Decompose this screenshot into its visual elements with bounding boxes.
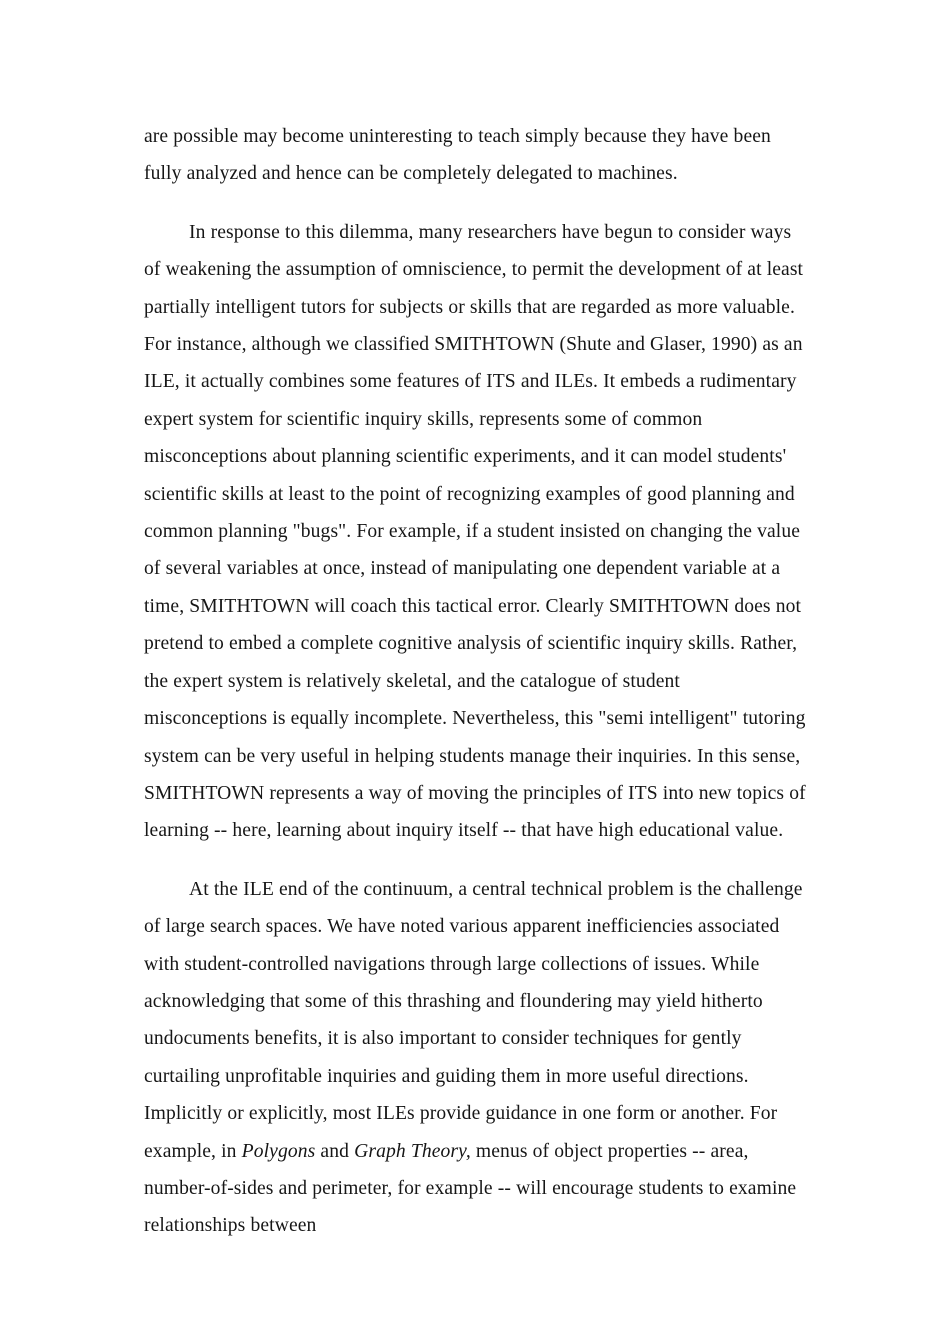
paragraph-smithtown: [144, 214, 808, 850]
body-text-column: [144, 118, 808, 1245]
text-run: and: [315, 1140, 355, 1162]
paragraph-continuation: [144, 118, 808, 193]
text-run: are possible may become uninteresting to teach simply because they have been fully analyzed and hence can be completely delegated to machines.: [144, 126, 771, 185]
text-run: In response to this dilemma, many researchers have begun to consider ways of weakening the assumption of omniscience, to permit the development of at least partially intelligent tutors for subjects or skills that are regarded as more valuable. For instance, although we classified SMITHTOWN (Shute and Glaser, 1990) as an ILE, it actually combines some features of ITS and ILEs. It embeds a rudimentary expert system for scientific inquiry skills, represents some of common misconceptions about planning scientific experiments, and it can model students' scientific skills at least to the point of recognizing examples of good planning and common planning "bugs". For example, if a student insisted on changing the value of several variables at once, instead of manipulating one dependent variable at a time, SMITHTOWN will coach this tactical error. Clearly SMITHTOWN does not pretend to embed a complete cognitive analysis of scientific inquiry skills. Rather, the expert system is relatively skeletal, and the catalogue of student misconceptions is equally incomplete. Nevertheless, this "semi intelligent" tutoring system can be very useful in helping students manage their inquiries. In this sense, SMITHTOWN represents a way of moving the principles of ITS into new topics of learning -- here, learning about inquiry itself -- that have high educational value.: [144, 221, 806, 842]
text-run: menus of object properties -- area, number-of-sides and perimeter, for example -- will encourage students to examine relationships between: [144, 1140, 797, 1237]
italic-title-run: Graph Theory,: [354, 1140, 471, 1162]
italic-title-run: Polygons: [241, 1140, 316, 1162]
paragraph-ile-search-spaces: [144, 871, 808, 1245]
text-run: At the ILE end of the continuum, a central technical problem is the challenge of large search spaces. We have noted various apparent inefficiencies associated with student-controlled navigations through large collections of issues. While acknowledging that some of this thrashing and floundering may yield hitherto undocuments benefits, it is also important to consider techniques for gently curtailing unprofitable inquiries and guiding them in more useful directions. Implicitly or explicitly, most ILEs provide guidance in one form or another. For example, in: [144, 878, 803, 1162]
